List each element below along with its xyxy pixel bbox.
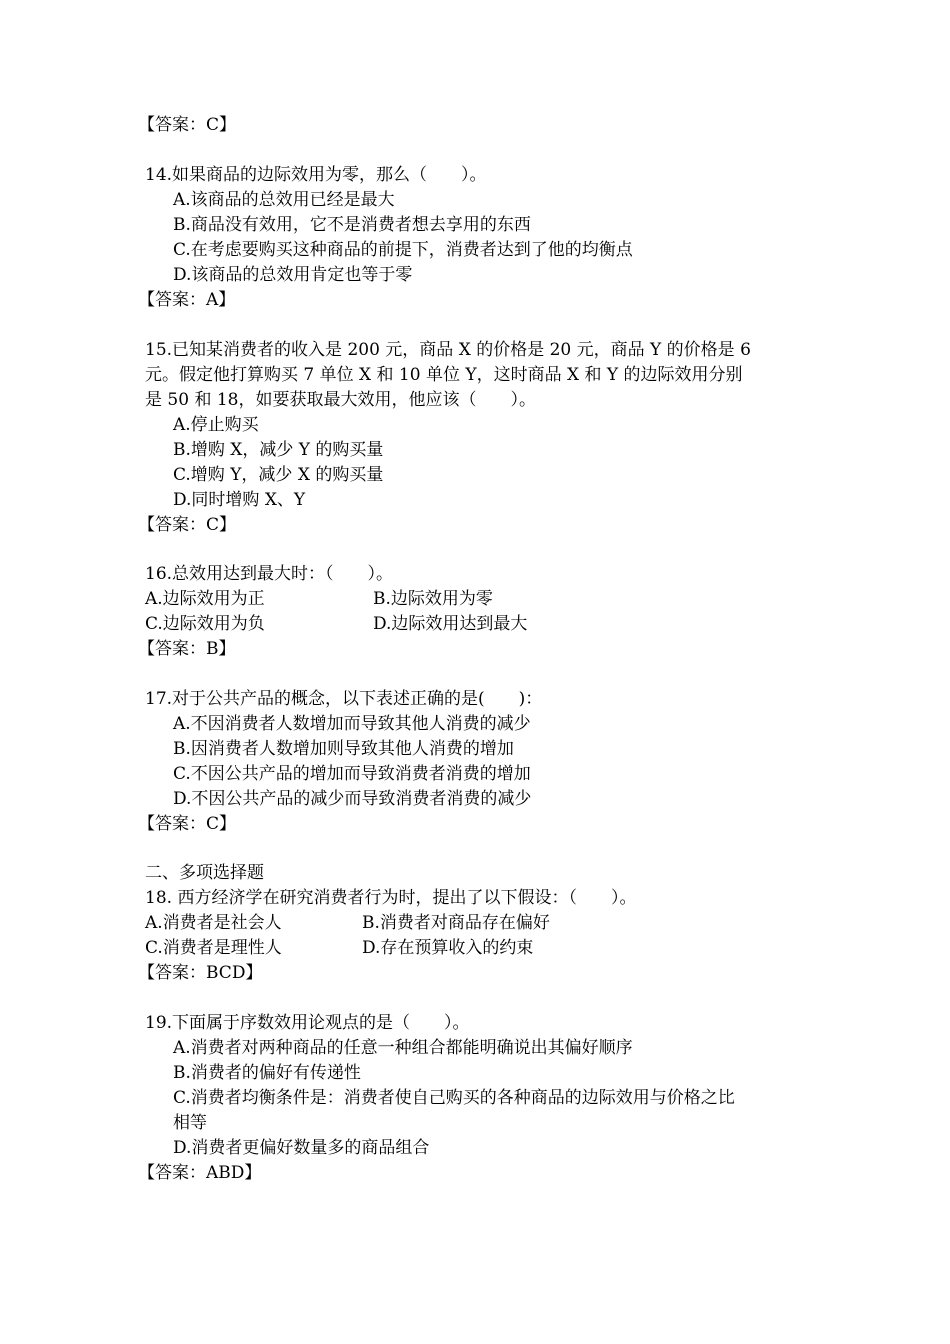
question-17-option-b: B.因消费者人数增加则导致其他人消费的增加 xyxy=(173,739,514,759)
question-18-option-c: C.消费者是理性人 xyxy=(145,938,282,958)
question-16-option-d: D.边际效用达到最大 xyxy=(373,614,528,634)
question-19-stem: 19.下面属于序数效用论观点的是（ ）。 xyxy=(145,1013,470,1033)
section-heading-multiple-choice: 二、多项选择题 xyxy=(145,863,264,883)
question-14-option-d: D.该商品的总效用肯定也等于零 xyxy=(173,265,413,285)
question-19-option-b: B.消费者的偏好有传递性 xyxy=(173,1063,361,1083)
question-16-option-b: B.边际效用为零 xyxy=(373,589,493,609)
question-17-option-a: A.不因消费者人数增加而导致其他人消费的减少 xyxy=(173,714,531,734)
answer-16: 【答案：B】 xyxy=(138,639,236,659)
question-15-option-a: A.停止购买 xyxy=(173,415,259,435)
question-18-stem: 18. 西方经济学在研究消费者行为时，提出了以下假设：（ ）。 xyxy=(145,888,637,908)
question-14-option-a: A.该商品的总效用已经是最大 xyxy=(173,190,395,210)
question-18-option-a: A.消费者是社会人 xyxy=(145,913,282,933)
answer-17: 【答案：C】 xyxy=(138,814,237,834)
question-16-option-c: C.边际效用为负 xyxy=(145,614,265,634)
question-15-option-c: C.增购 Y，减少 X 的购买量 xyxy=(173,465,384,485)
question-15-stem-line2: 元。假定他打算购买 7 单位 X 和 10 单位 Y，这时商品 X 和 Y 的边际效用分别 xyxy=(145,365,743,385)
question-19-option-c-line2: 相等 xyxy=(173,1113,207,1133)
question-15-stem-line3: 是 50 和 18，如要获取最大效用，他应该（ ）。 xyxy=(145,390,536,410)
question-17-stem: 17.对于公共产品的概念，以下表述正确的是( )： xyxy=(145,689,543,709)
question-16-stem: 16.总效用达到最大时：（ ）。 xyxy=(145,564,394,584)
answer-18: 【答案：BCD】 xyxy=(138,963,263,983)
answer-15: 【答案：C】 xyxy=(138,515,237,535)
question-17-option-d: D.不因公共产品的减少而导致消费者消费的减少 xyxy=(173,789,532,809)
question-14-option-b: B.商品没有效用，它不是消费者想去享用的东西 xyxy=(173,215,531,235)
question-18-option-d: D.存在预算收入的约束 xyxy=(362,938,534,958)
question-14-stem: 14.如果商品的边际效用为零，那么（ ）。 xyxy=(145,165,487,185)
question-16-option-a: A.边际效用为正 xyxy=(145,589,265,609)
question-19-option-d: D.消费者更偏好数量多的商品组合 xyxy=(173,1138,430,1158)
question-15-stem-line1: 15.已知某消费者的收入是 200 元，商品 X 的价格是 20 元，商品 Y 的价格是 6 xyxy=(145,340,751,360)
answer-13: 【答案：C】 xyxy=(138,115,237,135)
question-15-option-b: B.增购 X，减少 Y 的购买量 xyxy=(173,440,384,460)
question-19-option-a: A.消费者对两种商品的任意一种组合都能明确说出其偏好顺序 xyxy=(173,1038,633,1058)
question-18-option-b: B.消费者对商品存在偏好 xyxy=(362,913,550,933)
answer-14: 【答案：A】 xyxy=(138,290,236,310)
question-17-option-c: C.不因公共产品的增加而导致消费者消费的增加 xyxy=(173,764,531,784)
question-15-option-d: D.同时增购 X、Y xyxy=(173,490,306,510)
answer-19: 【答案：ABD】 xyxy=(138,1163,262,1183)
question-19-option-c-line1: C.消费者均衡条件是：消费者使自己购买的各种商品的边际效用与价格之比 xyxy=(173,1088,735,1108)
question-14-option-c: C.在考虑要购买这种商品的前提下，消费者达到了他的均衡点 xyxy=(173,240,633,260)
